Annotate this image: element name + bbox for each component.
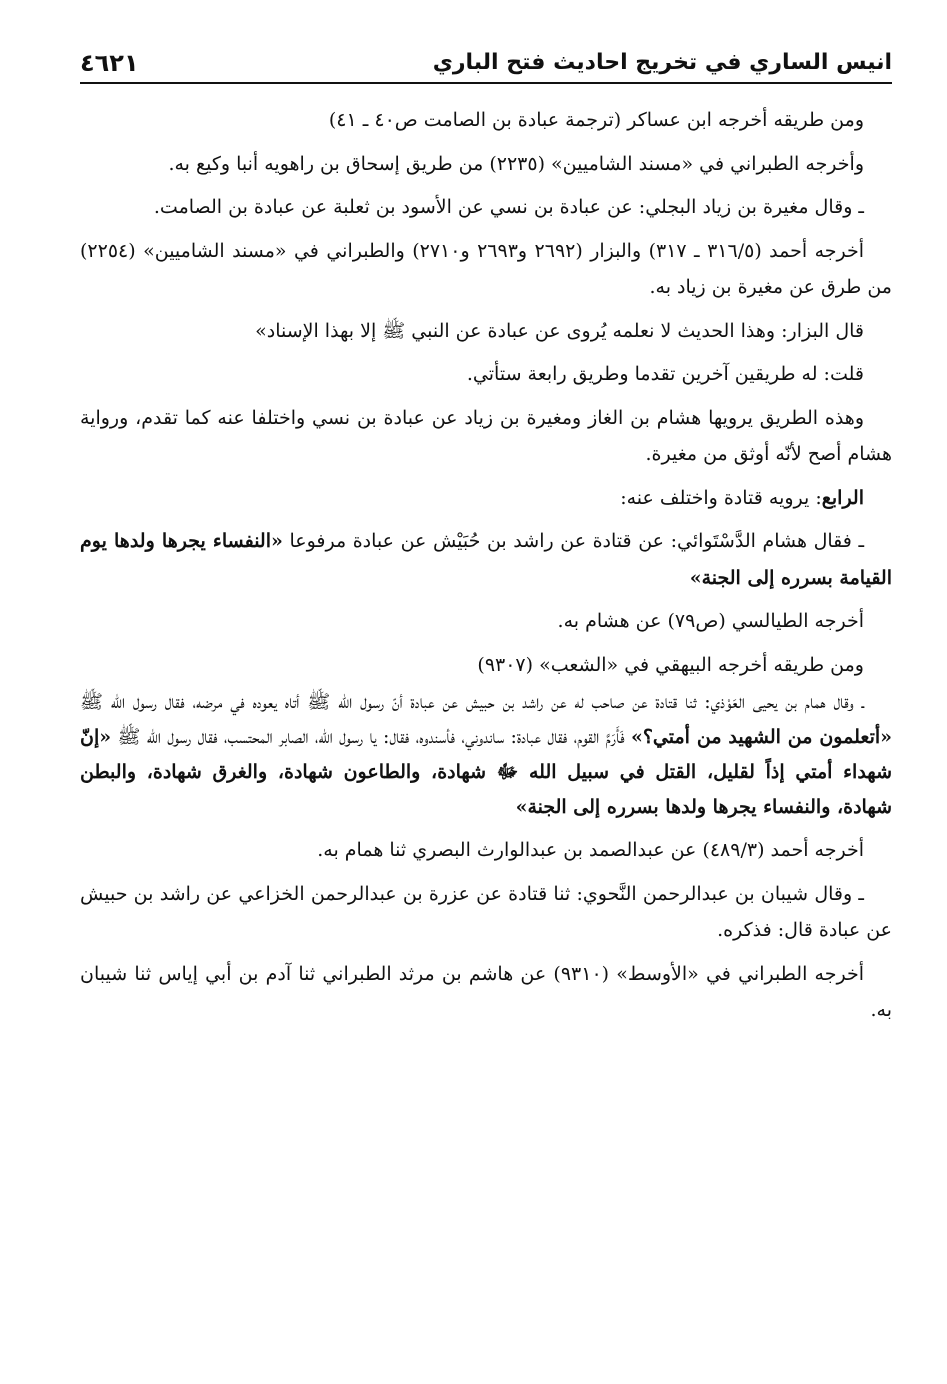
hadith-text: «النفساء يجرها ولدها يوم القيامة بسرره إلى الجنة» (80, 530, 892, 589)
paragraph-2: وأخرجه الطبراني في «مسند الشاميين» (٢٢٣٥) من طريق إسحاق بن راهويه أنبا وكيع به. (168, 152, 864, 175)
running-header (80, 38, 892, 84)
paragraph-5: قال البزار: وهذا الحديث لا نعلمه يُروى عن عبادة عن النبي ﷺ إلا بهذا الإسناد» (255, 319, 864, 342)
book-title: انيس الساري في تخريج احاديث فتح الباري (432, 50, 892, 75)
book-page (80, 38, 892, 1036)
paragraph-15: أخرجه الطبراني في «الأوسط» (٩٣١٠) عن هاشم بن مرثد الطبراني ثنا آدم بن أبي إياس ثنا شيبان به. (80, 962, 892, 1021)
paragraph-9: ـ فقال هشام الدَّسْتَوائي: عن قتادة عن راشد بن حُبَيْش عن عبادة مرفوعا «النفساء يجرها ولدها يوم القيامة بسرره إلى الجنة» (80, 530, 892, 589)
page-number: ٤٦٢١ (80, 49, 139, 77)
page-content (80, 102, 892, 1029)
paragraph-7: وهذه الطريق يرويها هشام بن الغاز ومغيرة بن زياد عن عبادة بن نسي واختلفا عنه كما تقدم، ورواية هشام أصح لأنّه أوثق من مغيرة. (80, 406, 892, 465)
hadith-text: «إنّ شهداء أمتي إذاً لقليل، القتل في سبيل الله ﷻ شهادة، والطاعون شهادة، والغرق شهادة، والبطن شهادة، والنفساء يجرها ولدها بسرره إلى الجنة» (80, 726, 892, 818)
paragraph-1: ومن طريقه أخرجه ابن عساكر (ترجمة عبادة بن الصامت ص٤٠ ـ ٤١) (328, 109, 864, 131)
paragraph-6: قلت: له طريقين آخرين تقدما وطريق رابعة ستأتي. (466, 363, 864, 385)
paragraph-4: أخرجه أحمد (٣١٦/٥ ـ ٣١٧) والبزار (٢٦٩٢ و٢٦٩٣ و٢٧١٠) والطبراني في «مسند الشاميين» (٢٢٥٤) من طرق عن مغيرة بن زياد به. (80, 239, 892, 298)
hadith-text: «أتعلمون من الشهيد من أمتي؟» (630, 726, 893, 748)
paragraph-8: الرابع: يرويه قتادة واختلف عنه: (620, 486, 864, 509)
paragraph-12: ـ وقال همام بن يحيى العَوْذي: ثنا قتادة عن صاحب له عن راشد بن حبيش عن عبادة أنّ رسول الله ﷺ أتاه يعوده في مرضه، فقال رسول الله ﷺ «أتعلمون من الشهيد من أمتي؟» فَأَرَمَّ القوم، فقال عبادة: ساندوني، فأسندوه، فقال: يا رسول الله، الصابر المحتسب، فقال رسول الله ﷺ «إنّ شهداء أمتي إذاً لقليل، القتل في سبيل الله ﷻ شهادة، والطاعون شهادة، والغرق شهادة، والبطن شهادة، والنفساء يجرها ولدها بسرره إلى الجنة» (80, 691, 893, 818)
paragraph-13: أخرجه أحمد (٤٨٩/٣) عن عبدالصمد بن عبدالوارث البصري ثنا همام به. (317, 839, 864, 861)
paragraph-3: ـ وقال مغيرة بن زياد البجلي: عن عبادة بن نسي عن الأسود بن ثعلبة عن عبادة بن الصامت. (153, 196, 864, 218)
section-label: الرابع (821, 486, 864, 509)
paragraph-14: ـ وقال شيبان بن عبدالرحمن النَّحوي: ثنا قتادة عن عزرة بن عبدالرحمن الخزاعي عن راشد بن حبيش عن عبادة قال: فذكره. (80, 882, 892, 941)
paragraph-10: أخرجه الطيالسي (ص٧٩) عن هشام به. (557, 610, 864, 632)
paragraph-11: ومن طريقه أخرجه البيهقي في «الشعب» (٩٣٠٧) (477, 653, 864, 676)
